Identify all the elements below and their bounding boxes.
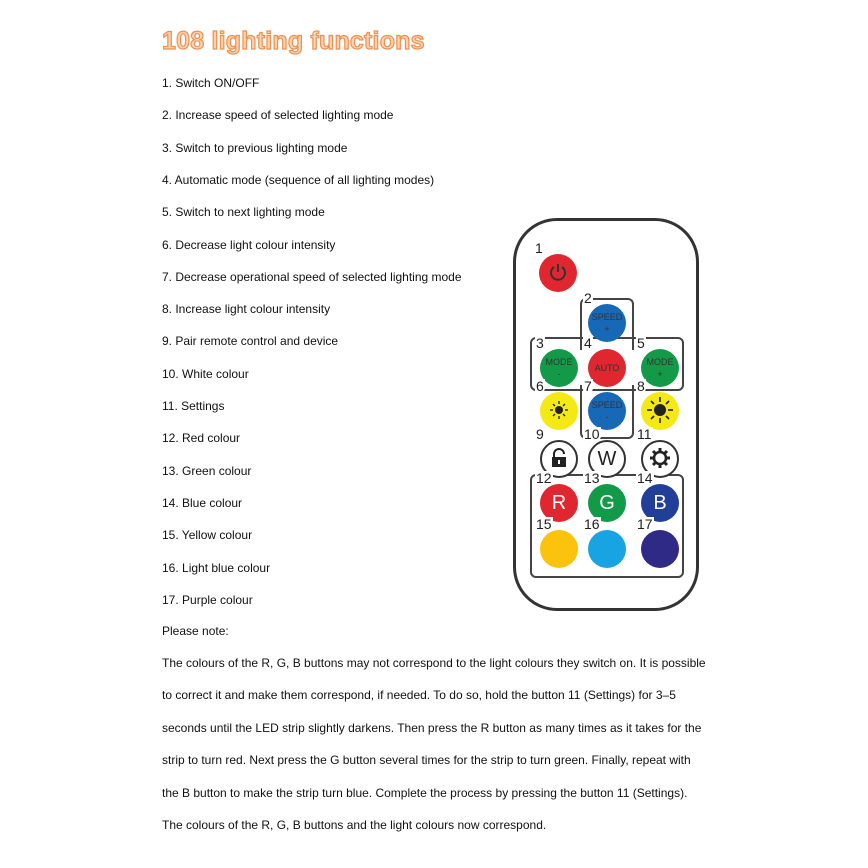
button-number: 1 <box>535 240 543 256</box>
remote-button-8 <box>641 392 679 430</box>
remote-button-17 <box>641 530 679 568</box>
button-number: 7 <box>584 378 592 394</box>
gear-icon <box>649 447 671 471</box>
button-number: 14 <box>637 470 653 486</box>
button-number: 17 <box>637 516 653 532</box>
function-list-item: 1. Switch ON/OFF <box>162 76 260 90</box>
remote-button-6 <box>540 392 578 430</box>
brightness-down-icon <box>547 398 571 424</box>
button-label: SPEED <box>591 399 623 410</box>
button-number: 11 <box>637 426 652 442</box>
remote-control-illustration <box>513 218 699 611</box>
note-heading: Please note: <box>162 624 229 638</box>
function-list-item: 3. Switch to previous lighting mode <box>162 140 348 155</box>
button-sublabel: + <box>604 323 610 334</box>
button-label: G <box>599 492 615 514</box>
button-number: 6 <box>536 378 544 394</box>
function-list-item: 11. Settings <box>162 399 225 413</box>
function-list-item: 8. Increase light colour intensity <box>162 302 331 317</box>
note-line: The colours of the R, G, B buttons and the light colours now correspond. <box>162 818 547 832</box>
button-label: AUTO <box>594 362 620 373</box>
note-line: to correct it and make them correspond, if needed. To do so, hold the button 11 (Settings) for 3–5 <box>162 688 676 703</box>
page-title: 108 lighting functions <box>162 27 425 55</box>
remote-button-3 <box>540 349 578 387</box>
button-number: 4 <box>584 335 592 351</box>
brightness-up-icon <box>645 395 675 427</box>
remote-button-1 <box>539 254 577 292</box>
note-line: strip to turn red. Next press the G button several times for the strip to turn green. Finally, repeat with <box>162 753 691 768</box>
remote-button-5 <box>641 349 679 387</box>
function-list-item: 2. Increase speed of selected lighting mode <box>162 108 394 123</box>
function-list-item: 4. Automatic mode (sequence of all lighting modes) <box>162 172 435 187</box>
button-label: SPEED <box>591 311 623 322</box>
button-number: 12 <box>536 470 552 486</box>
remote-button-4 <box>588 349 626 387</box>
function-list-item: 17. Purple colour <box>162 592 253 607</box>
button-number: 2 <box>584 290 592 306</box>
button-number: 16 <box>584 516 600 532</box>
power-icon <box>548 262 568 284</box>
button-sublabel: - <box>557 368 561 379</box>
function-list-item: 13. Green colour <box>162 463 252 478</box>
button-number: 5 <box>637 335 645 351</box>
remote-button-15 <box>540 530 578 568</box>
function-list-item: 14. Blue colour <box>162 495 243 510</box>
button-number: 3 <box>536 335 544 351</box>
function-list-item: 6. Decrease light colour intensity <box>162 237 336 252</box>
remote-button-2 <box>588 304 626 342</box>
function-list-item: 15. Yellow colour <box>162 528 253 543</box>
button-label: W <box>597 448 617 470</box>
button-label: MODE <box>545 356 573 367</box>
remote-button-7 <box>588 392 626 430</box>
button-label: MODE <box>646 356 674 367</box>
function-list-item: 16. Light blue colour <box>162 560 271 575</box>
button-number: 13 <box>584 470 600 486</box>
button-sublabel: - <box>605 411 609 422</box>
remote-button-16 <box>588 530 626 568</box>
function-list-item: 10. White colour <box>162 366 249 381</box>
function-list-item: 12. Red colour <box>162 431 241 446</box>
button-number: 15 <box>536 516 552 532</box>
button-number: 8 <box>637 378 645 394</box>
note-line: The colours of the R, G, B buttons may not correspond to the light colours they switch on. It is possible <box>162 656 706 670</box>
note-line: the B button to make the strip turn blue. Complete the process by pressing the button 11 (Settings). <box>162 785 688 800</box>
function-list-item: 7. Decrease operational speed of selected lighting mode <box>162 269 462 284</box>
button-number: 10 <box>584 426 600 442</box>
button-number: 9 <box>536 426 544 442</box>
function-list-item: 9. Pair remote control and device <box>162 334 339 349</box>
lock-icon <box>550 448 568 470</box>
button-label: B <box>653 492 667 514</box>
note-line: seconds until the LED strip slightly darkens. Then press the R button as many times as it takes for the <box>162 720 702 735</box>
button-label: R <box>551 492 567 514</box>
function-list-item: 5. Switch to next lighting mode <box>162 205 325 220</box>
button-sublabel: + <box>657 368 663 379</box>
